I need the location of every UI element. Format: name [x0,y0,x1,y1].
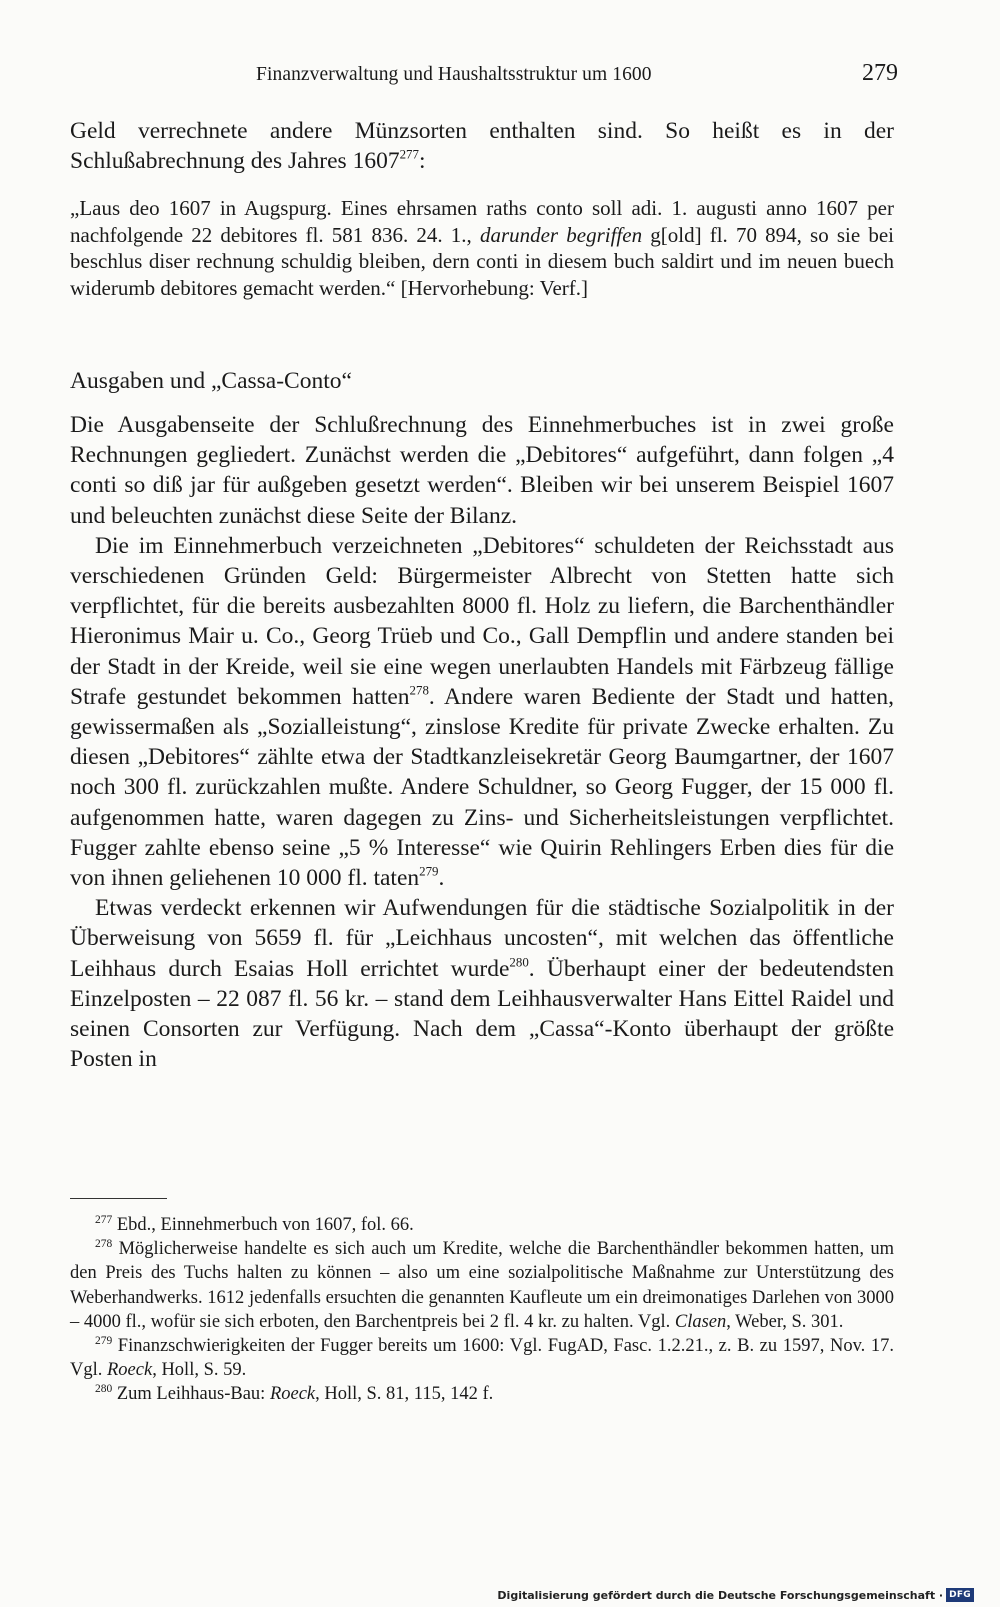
footnote-text: Finanzschwierigkeiten der Fugger bereits um 1600: Vgl. FugAD, Fasc. 1.2.21., z. B. zu 1597, Nov. 17. Vgl. [70,1336,894,1381]
paragraph-3-text-b: . Überhaupt einer der bedeutendsten Einzelposten – 22 087 fl. 56 kr. – stand dem Leihhausverwalter Hans Eittel Raidel und seinen Consorten zur Verfügung. Nach dem „Cassa“-Konto überhaupt der größte Posten in [70,955,894,1073]
paragraph-2 [70,531,894,893]
quote-text-2: g[old] fl. 70 894, so sie bei beschlus diser rechnung schuldig bleiben, dern conti in diesem buch saldirt und im neuen buech widerumb debitores gemacht werden.“ [Hervorhebung: Verf.] [70,222,895,300]
footnote-number: 278 [95,1238,113,1251]
running-head [70,62,900,96]
quote-emphasis: darunder begriffen [479,222,643,247]
footnotes [70,1213,894,1407]
credit-text: Digitalisierung gefördert durch die Deutsche Forschungsgemeinschaft · [497,1588,944,1602]
section-heading: Ausgaben und „Cassa-Conto“ [70,368,352,394]
footnote-text: , Holl, S. 81, 115, 142 f. [315,1384,494,1405]
footnote-ref-280: 280 [509,953,529,969]
footnote-277 [70,1213,894,1237]
footnote-278 [70,1237,894,1334]
footnote-number: 279 [95,1335,113,1348]
block-quote [70,195,894,301]
footnote-280 [70,1382,894,1406]
cited-author: Roeck [269,1384,316,1405]
intro-text: Geld verrechnete andere Münzsorten enthalten sind. So heißt es in der Schlußabrechnung des Jahres 1607 [70,118,894,175]
quote-text-1: „Laus deo 1607 in Augspurg. Eines ehrsamen raths conto soll adi. 1. augusti anno 1607 per nachfolgende 22 debitores fl. 581 836. 24. 1., [70,196,894,247]
intro-paragraph-block [70,116,894,176]
cited-author: Roeck [107,1360,153,1381]
footnote-ref-278: 278 [409,682,429,698]
dfg-logo: DFG [946,1588,974,1602]
footnote-279 [70,1334,894,1382]
section-heading-block [70,366,894,396]
digitization-credit [497,1587,974,1603]
footnote-text: , Holl, S. 59. [152,1360,247,1381]
main-text [70,410,894,1074]
intro-tail: : [418,148,426,175]
paragraph-2-text-c: . [438,865,445,892]
paragraph-1: Die Ausgabenseite der Schlußrechnung des Einnehmerbuches ist in zwei große Rechnungen gegliedert. Zunächst werden die „Debitores“ aufgeführt, dann folgen „4 conti so diß jar für außgeben gesetzt werden“. Bleiben wir bei unserem Beispiel 1607 und beleuchten zunächst diese Seite der Bilanz. [70,412,894,529]
paragraph-3-text-a: Etwas verdeckt erkennen wir Aufwendungen für die städtische Sozialpolitik in der Überweisung von 5659 fl. für „Leichhaus uncosten“, mit welchen das öffentliche Leihhaus durch Esaias Holl errichtet wurde [70,895,894,982]
quote-paragraph [70,195,894,301]
paragraph-3 [70,893,894,1074]
page-number: 279 [862,60,898,86]
footnote-separator [70,1198,167,1199]
footnote-number: 280 [95,1383,113,1396]
paragraph-2-text-b: . Andere waren Bediente der Stadt und hatten, gewissermaßen als „Sozialleistung“, zinslose Kredite für private Zwecke erhalten. Zu diesen „Debitores“ zählte etwa der Stadtkanzleisekretär Georg Baumgartner, der 1607 noch 300 fl. zurückzahlen mußte. Andere Schuldner, so Georg Fugger, der 15 000 fl. aufgenommen hatte, waren dagegen zu Zins- und Sicherheitsleistungen verpflichtet. Fugger zahlte ebenso seine „5 % Interesse“ wie Quirin Rehlingers Erben dies für die von ihnen geliehenen 10 000 fl. taten [70,683,894,892]
running-title: Finanzverwaltung und Haushaltsstruktur um 1600 [256,64,652,85]
paragraph-2-text-a: Die im Einnehmerbuch verzeichneten „Debitores“ schuldeten der Reichsstadt aus verschiedenen Gründen Geld: Bürgermeister Albrecht von Stetten hatte sich verpflichtet, für die bereits ausbezahlten 8000 fl. Holz zu liefern, die Barchenthändler Hieronimus Mair u. Co., Georg Trüeb und Co., Gall Dempflin und andere standen bei der Stadt in der Kreide, weil sie eine wegen unerlaubten Handels mit Färbzeug fällige Strafe gestundet bekommen hatten [70,532,894,710]
footnote-text: Ebd., Einnehmerbuch von 1607, fol. 66. [112,1215,414,1235]
footnote-ref-279: 279 [419,863,439,879]
footnote-ref-277: 277 [399,146,419,162]
footnote-number: 277 [95,1214,113,1227]
cited-author: Clasen [674,1311,727,1332]
footnote-text: Zum Leihhaus-Bau: [112,1384,270,1405]
footnote-text: , Weber, S. 301. [726,1311,844,1332]
intro-paragraph [70,116,894,176]
footnote-text: Möglicherweise handelte es sich auch um Kredite, welche die Barchenthändler bekommen hatten, um den Preis des Tuchs halten zu können – also um eine sozialpolitische Maßnahme zur Unterstützung des Weberhandwerks. 1612 jedenfalls ersuchten die genannten Kaufleute um ein dreimonatiges Darlehen von 3000 – 4000 fl., wofür sie sich erboten, den Barchentpreis bei 2 fl. 4 kr. zu halten. Vgl. [70,1239,894,1332]
